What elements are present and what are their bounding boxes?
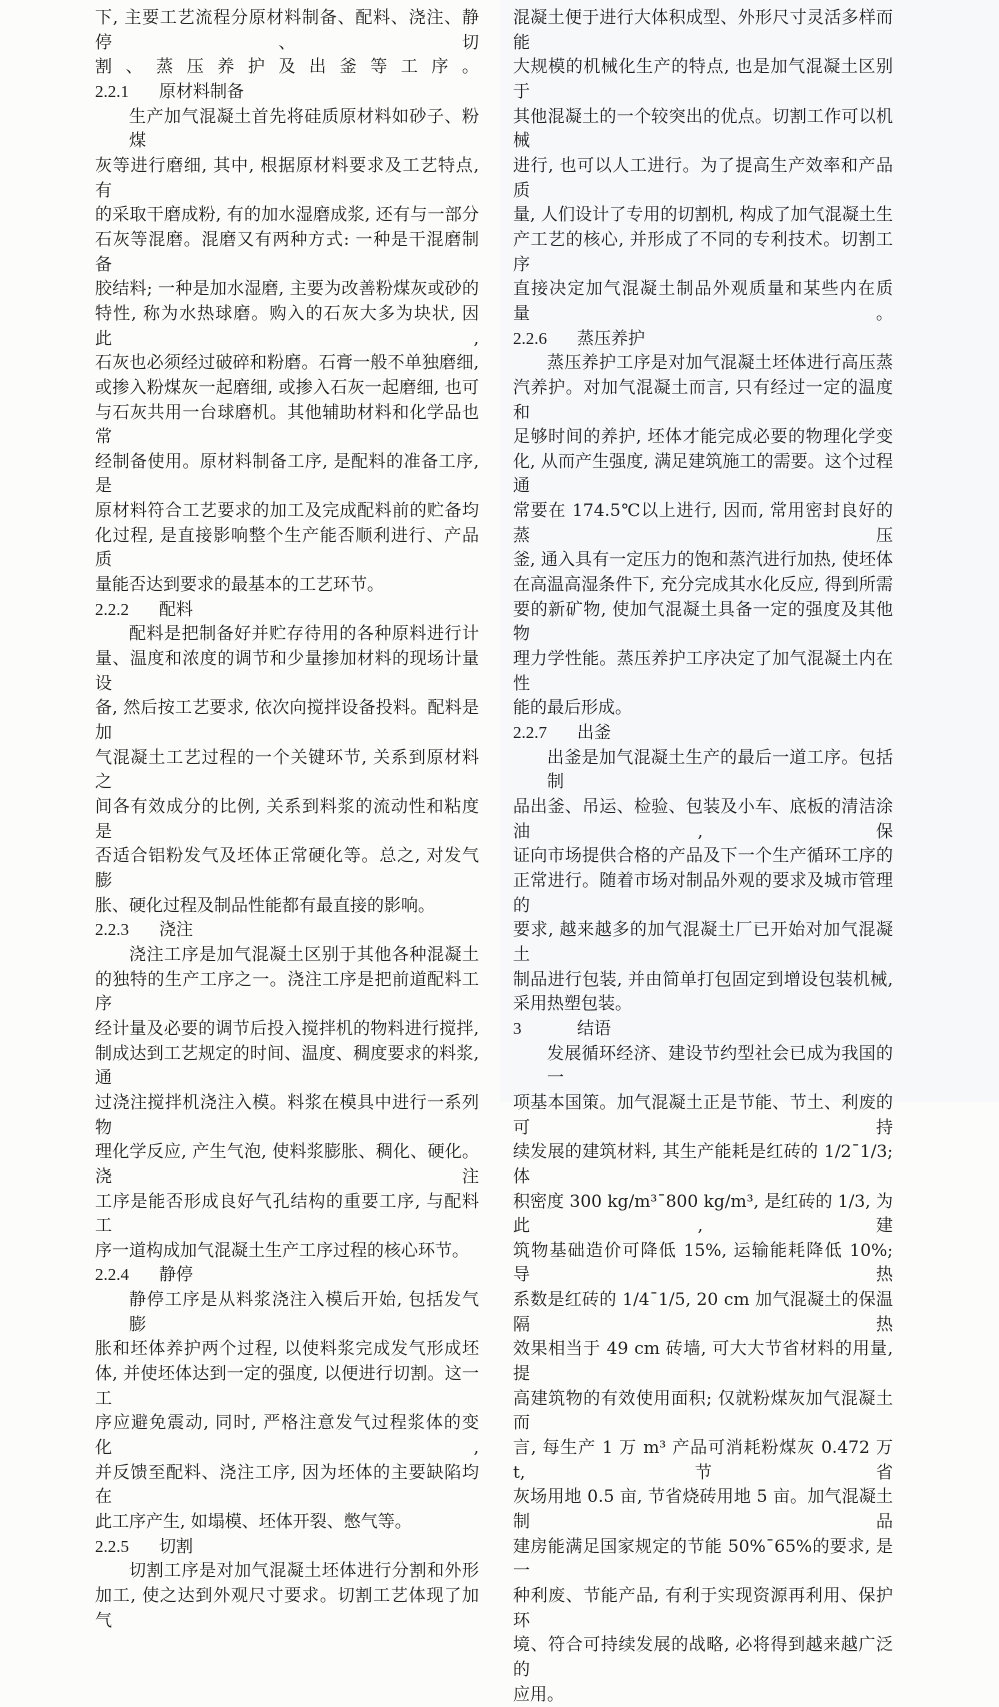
section-number: 2.2.1 xyxy=(95,81,129,101)
text-line: 并反馈至配料、浇注工序, 因为坯体的主要缺陷均在 xyxy=(95,1462,479,1508)
text-line: 境、符合可持续发展的战略, 必将得到越来越广泛的 xyxy=(513,1635,893,1680)
text-line: 化, 从而产生强度, 满足建筑施工的需要。这个过程通 xyxy=(513,451,893,497)
text-line: 进行, 也可以人工进行。为了提高生产效率和产品质 xyxy=(513,155,893,201)
section-heading xyxy=(513,327,893,352)
text-line: 产工艺的核心, 并形成了不同的专利技术。切割工序 xyxy=(513,229,893,275)
text-line: 制成达到工艺规定的时间、温度、稠度要求的料浆, 通 xyxy=(95,1043,479,1089)
text-line: 蒸压养护工序是对加气混凝土坯体进行高压蒸 xyxy=(547,353,893,374)
text-line: 汽养护。对加气混凝土而言, 只有经过一定的温度和 xyxy=(513,377,893,423)
text-line: 要求, 越来越多的加气混凝土厂已开始对加气混凝土 xyxy=(513,920,893,965)
section-heading xyxy=(95,598,479,623)
section-title: 结语 xyxy=(577,1018,611,1039)
text-line: 在高温高湿条件下, 充分完成其水化反应, 得到所需 xyxy=(513,575,893,596)
text-line: 应用。 xyxy=(513,1684,564,1705)
section-number: 3 xyxy=(513,1018,522,1038)
text-line: 证向市场提供合格的产品及下一个生产循环工序的 xyxy=(513,846,893,867)
text-line: 量能否达到要求的最基本的工艺环节。 xyxy=(95,575,384,596)
text-line: 高建筑物的有效使用面积; 仅就粉煤灰加气混凝土而 xyxy=(513,1388,893,1434)
text-line: 种利废、节能产品, 有利于实现资源再利用、保护环 xyxy=(513,1586,893,1631)
paragraph xyxy=(513,1042,893,1707)
text-line: 割、蒸压养护及出釜等工序。 xyxy=(95,57,479,78)
text-line: 混凝土便于进行大体积成型、外形尺寸灵活多样而能 xyxy=(513,8,893,53)
text-line: 序一道构成加气混凝土生产工序过程的核心环节。 xyxy=(95,1240,469,1261)
text-line: 灰场用地 0.5 亩, 节省烧砖用地 5 亩。加气混凝土制品 xyxy=(513,1487,893,1533)
text-line: 与石灰共用一台球磨机。其他辅助材料和化学品也常 xyxy=(95,402,479,448)
text-line: 续发展的建筑材料, 其生产能耗是红砖的 1/2¯1/3; 体 xyxy=(513,1142,893,1187)
text-line: 工序是能否形成良好气孔结构的重要工序, 与配料工 xyxy=(95,1191,479,1237)
section-number: 2.2.4 xyxy=(95,1265,129,1285)
text-line: 胶结料; 一种是加水湿磨, 主要为改善粉煤灰或砂的 xyxy=(95,279,479,300)
section-title: 出釜 xyxy=(577,723,611,744)
text-line: 序应避免震动, 同时, 严格注意发气过程浆体的变化, xyxy=(95,1413,479,1459)
text-line: 品出釜、吊运、检验、包装及小车、底板的清洁涂油, 保 xyxy=(513,797,893,842)
text-line: 原材料符合工艺要求的加工及完成配料前的贮备均 xyxy=(95,501,479,522)
text-line: 此工序产生, 如塌模、坯体开裂、憋气等。 xyxy=(95,1512,412,1533)
text-line: 系数是红砖的 1/4¯1/5, 20 cm 加气混凝土的保温隔热 xyxy=(513,1290,893,1335)
section-number: 2.2.2 xyxy=(95,599,129,619)
section-title: 切割 xyxy=(159,1536,193,1557)
text-line: 间各有效成分的比例, 关系到料浆的流动性和粘度是 xyxy=(95,797,479,842)
text-line: 石灰也必须经过破碎和粉磨。石膏一般不单独磨细, xyxy=(95,353,479,374)
section-number: 2.2.3 xyxy=(95,920,129,940)
text-line: 项基本国策。加气混凝土正是节能、节土、利废的可持 xyxy=(513,1092,893,1138)
text-line: 积密度 300 kg/m³¯800 kg/m³, 是红砖的 1/3, 为此, 建 xyxy=(513,1191,893,1237)
text-line: 釜, 通入具有一定压力的饱和蒸汽进行加热, 使坯体 xyxy=(513,550,893,571)
text-line: 胀、硬化过程及制品性能都有最直接的影响。 xyxy=(95,895,435,916)
section-heading xyxy=(95,1535,479,1560)
text-line: 理力学性能。蒸压养护工序决定了加气混凝土内在性 xyxy=(513,649,893,694)
text-line: 气混凝土工艺过程的一个关键环节, 关系到原材料之 xyxy=(95,747,479,793)
text-line: 其他混凝土的一个较突出的优点。切割工作可以机械 xyxy=(513,106,893,152)
text-line: 石灰等混磨。混磨又有两种方式: 一种是干混磨制备 xyxy=(95,229,479,275)
text-line: 经制备使用。原材料制备工序, 是配料的准备工序, 是 xyxy=(95,451,479,497)
text-line: 常要在 174.5℃以上进行, 因而, 常用密封良好的蒸压 xyxy=(513,501,893,546)
text-line: 胀和坯体养护两个过程, 以使料浆完成发气形成坯 xyxy=(95,1339,479,1360)
text-line: 言, 每生产 1 万 m³ 产品可消耗粉煤灰 0.472 万 t, 节省 xyxy=(513,1438,893,1483)
text-line: 加工, 使之达到外观尺寸要求。切割工艺体现了加气 xyxy=(95,1586,479,1631)
text-line: 正常进行。随着市场对制品外观的要求及城市管理的 xyxy=(513,870,893,916)
section-number: 2.2.5 xyxy=(95,1536,129,1556)
section-heading xyxy=(95,80,479,105)
right-column xyxy=(513,6,893,1707)
text-line: 大规模的机械化生产的特点, 也是加气混凝土区别于 xyxy=(513,57,893,102)
text-line: 配料是把制备好并贮存待用的各种原料进行计 xyxy=(129,624,479,645)
paragraph xyxy=(95,1559,479,1633)
section-title: 蒸压养护 xyxy=(577,328,645,349)
text-line: 出釜是加气混凝土生产的最后一道工序。包括制 xyxy=(547,747,893,793)
text-line: 特性, 称为水热球磨。购入的石灰大多为块状, 因此, xyxy=(95,303,479,349)
paragraph xyxy=(95,105,479,598)
text-line: 直接决定加气混凝土制品外观质量和某些内在质量。 xyxy=(513,279,893,324)
text-line: 静停工序是从料浆浇注入模后开始, 包括发气膨 xyxy=(129,1290,479,1335)
paragraph xyxy=(513,351,893,721)
text-line: 要的新矿物, 使加气混凝土具备一定的强度及其他物 xyxy=(513,599,893,645)
text-line: 发展循环经济、建设节约型社会已成为我国的一 xyxy=(547,1043,893,1089)
text-line: 经计量及必要的调节后投入搅拌机的物料进行搅拌, xyxy=(95,1018,479,1039)
text-line: 浇注工序是加气混凝土区别于其他各种混凝土 xyxy=(129,944,479,965)
paragraph xyxy=(513,746,893,1017)
text-line: 灰等进行磨细, 其中, 根据原材料要求及工艺特点, 有 xyxy=(95,155,479,201)
section-title: 静停 xyxy=(159,1265,193,1286)
paragraph xyxy=(95,943,479,1264)
section-title: 原材料制备 xyxy=(159,81,244,102)
text-line: 建房能满足国家规定的节能 50%¯65%的要求, 是一 xyxy=(513,1536,893,1582)
paragraph xyxy=(513,6,893,327)
text-line: 过浇注搅拌机浇注入模。料浆在模具中进行一系列物 xyxy=(95,1092,479,1138)
section-heading xyxy=(513,721,893,746)
text-line: 的独特的生产工序之一。浇注工序是把前道配料工序 xyxy=(95,969,479,1015)
text-line: 量、温度和浓度的调节和少量掺加材料的现场计量设 xyxy=(95,649,479,694)
section-heading xyxy=(95,918,479,943)
text-line: 效果相当于 49 cm 砖墙, 可大大节省材料的用量, 提 xyxy=(513,1339,893,1385)
paragraph xyxy=(95,6,479,80)
section-title: 配料 xyxy=(159,599,193,620)
text-line: 或掺入粉煤灰一起磨细, 或掺入石灰一起磨细, 也可 xyxy=(95,377,479,398)
text-line: 制品进行包装, 并由简单打包固定到增设包装机械, xyxy=(513,969,893,990)
text-line: 量, 人们设计了专用的切割机, 构成了加气混凝土生 xyxy=(513,205,893,226)
section-title: 浇注 xyxy=(159,920,193,941)
text-line: 切割工序是对加气混凝土坯体进行分割和外形 xyxy=(129,1561,479,1582)
section-heading xyxy=(513,1017,893,1042)
section-number: 2.2.7 xyxy=(513,723,547,743)
text-line: 能的最后形成。 xyxy=(513,698,632,719)
text-line: 化过程, 是直接影响整个生产能否顺利进行、产品质 xyxy=(95,525,479,571)
text-line: 备, 然后按工艺要求, 依次向搅拌设备投料。配料是加 xyxy=(95,698,479,744)
text-line: 筑物基础造价可降低 15%, 运输能耗降低 10%; 导热 xyxy=(513,1240,893,1286)
text-line: 采用热塑包装。 xyxy=(513,994,632,1015)
text-line: 否适合铝粉发气及坯体正常硬化等。总之, 对发气膨 xyxy=(95,846,479,891)
text-line: 的采取干磨成粉, 有的加水湿磨成浆, 还有与一部分 xyxy=(95,205,479,226)
section-number: 2.2.6 xyxy=(513,328,547,348)
text-line: 体, 并使坯体达到一定的强度, 以便进行切割。这一工 xyxy=(95,1364,479,1409)
paragraph xyxy=(95,1288,479,1535)
text-line: 理化学反应, 产生气泡, 使料浆膨胀、稠化、硬化。浇注 xyxy=(95,1142,479,1187)
paragraph xyxy=(95,622,479,918)
text-line: 足够时间的养护, 坯体才能完成必要的物理化学变 xyxy=(513,427,893,448)
section-heading xyxy=(95,1263,479,1288)
text-line: 下, 主要工艺流程分原材料制备、配料、浇注、静停、切 xyxy=(95,8,479,53)
text-line: 生产加气混凝土首先将硅质原材料如砂子、粉煤 xyxy=(129,106,479,152)
left-column xyxy=(95,6,479,1633)
